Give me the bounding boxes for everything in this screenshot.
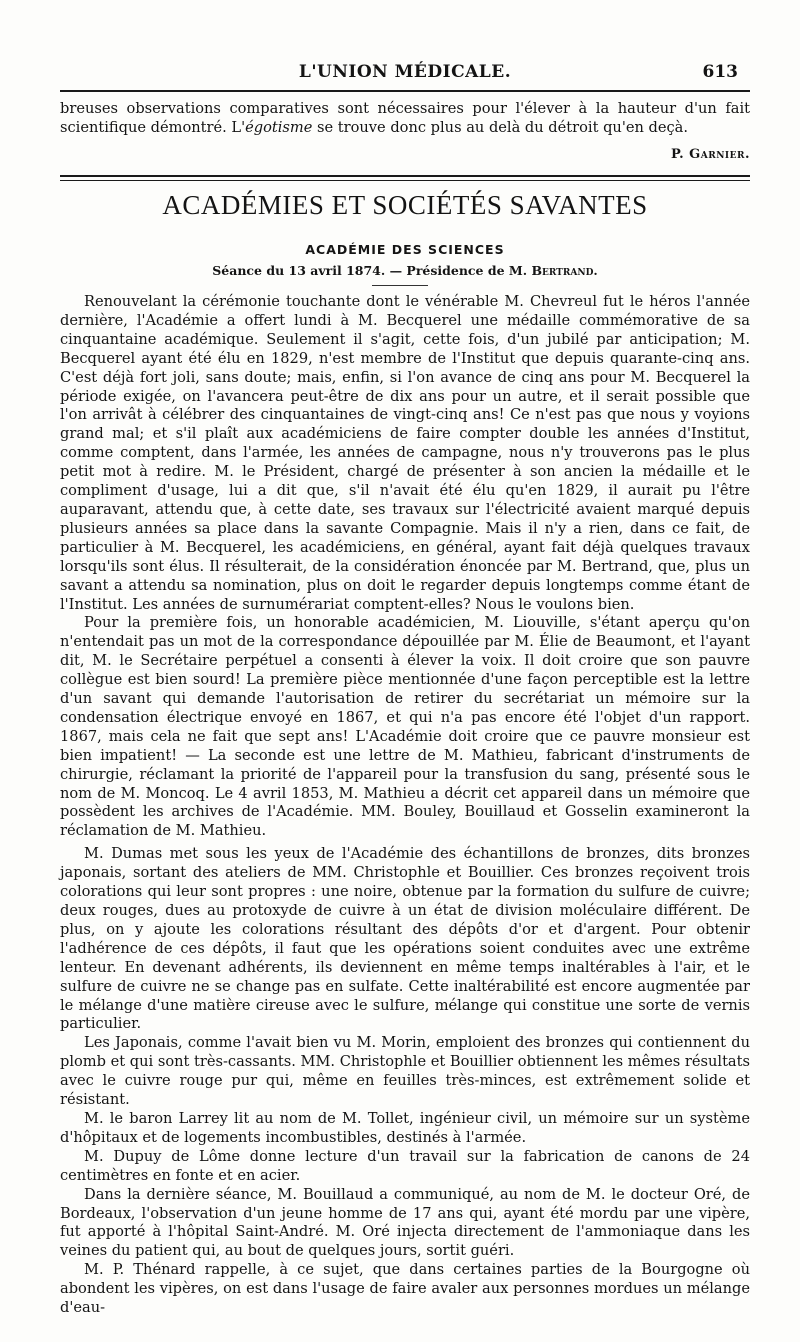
header-rule [60,90,750,92]
section-title: ACADÉMIES ET SOCIÉTÉS SAVANTES [162,190,648,220]
paragraph-becquerel: Renouvelant la cérémonie touchante dont le vénérable M. Chevreul fut le héros l'année dernière, l'Académie a offert lundi à M. Becquerel une médaille commémorative de sa cinquantaine académique. Seulement il s'agit, cette fois, d'un jubilé par anticipation; M. Becquerel ayant été élu en 1829, n'est membre de l'Institut que depuis quarante-cinq ans. C'est déjà fort joli, sans doute; mais, enfin, si l'on avance de cinq ans pour M. Becquerel la période exigée, on l'avancera peut-être de dix ans pour un autre, et il serait possible que l'on arrivât à célébrer des cinquantaines de vingt-cinq ans! Ce n'est pas que nous y voyions grand mal; et s'il plaît aux académiciens de faire compter double les années d'Institut, comme comptent, dans l'armée, les années de campagne, nous n'y trouverons pas le plus petit mot à redire. M. le Président, chargé de présenter à son ancien la médaille et le compliment d'usage, lui a dit que, s'il n'avait été élu qu'en 1829, il aurait pu l'être auparavant, attendu que, à cette date, ses travaux sur l'électricité avaient marqué depuis plusieurs années sa place dans la savante Compagnie. Mais il n'y a rien, dans ce fait, de particulier à M. Becquerel, les académiciens, en général, ayant fait déjà quelques travaux lorsqu'ils sont élus. Il résulterait, de la considération énoncée par M. Bertrand, que, plus un savant a attendu sa nomination, plus on doit le regarder depuis longtemps comme étant de l'Institut. Les années de surnumérariat comptent-elles? Nous le voulons bien. [60,293,750,613]
intro-text [60,100,750,165]
paragraph-dupuy: M. Dupuy de Lôme donne lecture d'un travail sur la fabrication de canons de 24 centimètres en fonte et en acier. [60,1147,750,1184]
intro-paragraph: breuses observations comparatives sont nécessaires pour l'élever à la hauteur d'un fait scientifique démontré. L'égotisme se trouve donc plus au delà du détroit qu'en deçà. [60,100,750,136]
session-line: Séance du 13 avril 1874. — Présidence de M. Bertrand. [212,263,598,278]
paragraph-liouville: Pour la première fois, un honorable académicien, M. Liouville, s'étant aperçu qu'on n'entendait pas un mot de la correspondance dépouillée par M. Élie de Beaumont, et l'ayant dit, M. le Secrétaire perpétuel a consenti à élever la voix. Il doit croire que son pauvre collègue est bien sourd! La première pièce mentionnée d'une façon perceptible est la lettre d'un savant qui demande l'autorisation de retirer du secrétariat un mémoire sur la condensation électrique envoyé en 1867, et qui n'a pas encore été l'objet d'un rapport. 1867, mais cela ne fait que sept ans! L'Académie doit croire que ce pauvre monsieur est bien impatient! — La seconde est une lettre de M. Mathieu, fabricant d'instruments de chirurgie, réclamant la priorité de l'appareil pour la transfusion du sang, présenté sous le nom de M. Moncoq. Le 4 avril 1853, M. Mathieu a décrit cet appareil dans un mémoire que possèdent les archives de l'Académie. MM. Bouley, Bouillaud et Gosselin examineront la réclamation de M. Mathieu. [60,614,750,840]
paragraph-japonais: Les Japonais, comme l'avait bien vu M. Morin, emploient des bronzes qui contiennent du plomb et qui sont très-cassants. MM. Christophle et Bouillier obtiennent les mêmes résultats avec le cuivre rouge pur qui, même en feuilles très-minces, est extrêmement solide et résistant. [60,1034,750,1109]
page-header [60,62,750,86]
signature: P. Garnier. [670,146,750,162]
paragraph-larrey: M. le baron Larrey lit au nom de M. Tollet, ingénieur civil, un mémoire sur un système d'hôpitaux et de logements incombustibles, destinés à l'armée. [60,1109,750,1146]
page-number: 613 [702,62,738,82]
section-rule-bottom [60,180,750,181]
section-rule-top [60,175,750,177]
paragraph-dumas: M. Dumas met sous les yeux de l'Académie des échantillons de bronzes, dits bronzes japonais, sortant des ateliers de MM. Christophle et Bouillier. Ces bronzes reçoivent trois colorations qui leur sont propres : une noire, obtenue par la formation du sulfure de cuivre; deux rouges, dues au protoxyde de cuivre à un état de division moléculaire différent. De plus, on y ajoute les colorations résultant des dépôts d'or et d'argent. Pour obtenir l'adhérence de ces dépôts, il faut que les opérations soient conduites avec une extrême lenteur. En devenant adhérents, ils deviennent en même temps inaltérables à l'air, et le sulfure de cuivre ne se change pas en sulfate. Cette inaltérabilité est encore augmentée par le mélange d'une matière cireuse avec le sulfure, mélange qui constitue une sorte de vernis particulier. [60,845,750,1033]
academy-heading: ACADÉMIE DES SCIENCES [305,242,505,257]
paragraph-thenard: M. P. Thénard rappelle, à ce sujet, que dans certaines parties de la Bourgogne où abondent les vipères, on est dans l'usage de faire avaler aux personnes mordues un mélange d'eau- [60,1261,750,1317]
session-divider [372,285,428,286]
article-body [60,293,750,1318]
running-title: L'UNION MÉDICALE. [298,62,512,82]
paragraph-bouillaud: Dans la dernière séance, M. Bouillaud a communiqué, au nom de M. le docteur Oré, de Bordeaux, l'observation d'un jeune homme de 17 ans qui, ayant été mordu par une vipère, fut apporté à l'hôpital Saint-André. M. Oré injecta directement de l'ammoniaque dans les veines du patient qui, au bout de quelques jours, sortit guéri. [60,1185,750,1260]
